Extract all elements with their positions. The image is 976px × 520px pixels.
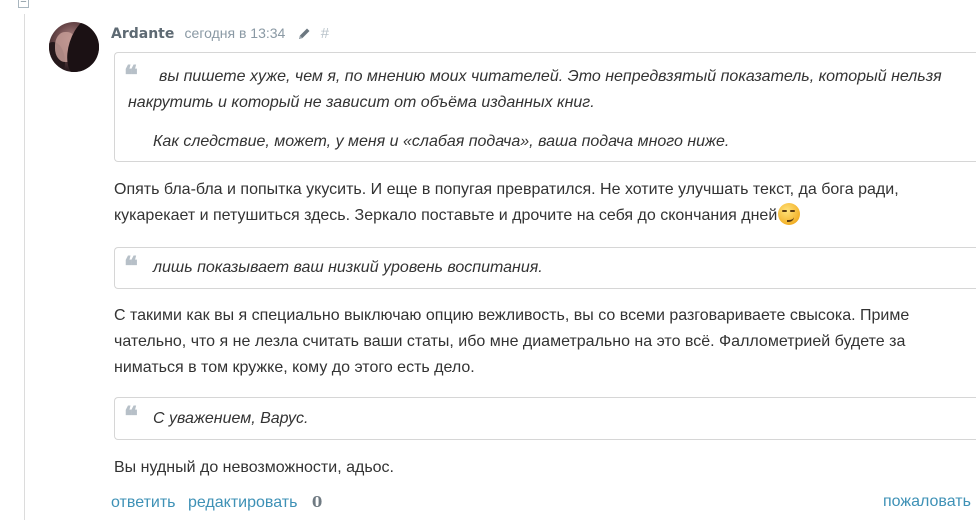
paragraph-line: чательно, что я не лезла считать ваши статы, ибо мне диаметрально на это всё. Фаллометрией будете за bbox=[114, 333, 906, 350]
blockquote bbox=[114, 247, 976, 289]
paragraph-line-with-emoji bbox=[114, 203, 899, 229]
permalink-hash-link[interactable]: # bbox=[320, 25, 330, 42]
author-name[interactable]: Ardante bbox=[111, 26, 175, 42]
quote-line: вы пишете хуже, чем я, по мнению моих читателей. Это непредвзятый показатель, который нельзя bbox=[159, 68, 942, 85]
comment-paragraph bbox=[114, 177, 899, 229]
comment-actions bbox=[111, 490, 322, 515]
paragraph-line: кукарекает и петушиться здесь. Зеркало поставьте и дрочите на себя до скончания дней bbox=[114, 207, 778, 224]
blockquote bbox=[114, 397, 976, 440]
smirking-face-emoji-icon bbox=[778, 203, 800, 225]
comment-timestamp[interactable]: сегодня в 13:34 bbox=[184, 25, 286, 41]
quote-icon: ❝ bbox=[124, 61, 138, 91]
report-link[interactable]: пожаловать bbox=[883, 493, 971, 510]
comment-header bbox=[111, 24, 329, 45]
paragraph-line: С такими как вы я специально выключаю опцию вежливость, вы со всеми разговариваете свысока. Приме bbox=[114, 307, 910, 324]
quote-text: лишь показывает ваш низкий уровень воспитания. bbox=[153, 259, 543, 276]
quote-line: Как следствие, может, у меня и «слабая подача», ваша подача много ниже. bbox=[153, 133, 730, 150]
blockquote bbox=[114, 52, 976, 162]
quote-icon: ❝ bbox=[124, 402, 138, 432]
edit-link[interactable]: редактировать bbox=[187, 494, 298, 511]
reply-link[interactable]: ответить bbox=[111, 494, 176, 511]
vote-count[interactable]: 0 bbox=[311, 493, 323, 511]
paragraph-line: Опять бла-бла и попытка укусить. И еще в попугая превратился. Не хотите улучшать текст, да бога ради, bbox=[114, 181, 899, 198]
quote-line: накрутить и который не зависит от объёма изданных книг. bbox=[128, 94, 595, 111]
paragraph-line: ниматься в том кружке, кому до этого есть дело. bbox=[114, 359, 475, 376]
pencil-icon[interactable] bbox=[298, 27, 311, 45]
collapse-toggle-button[interactable]: − bbox=[18, 0, 29, 8]
comment-paragraph bbox=[114, 303, 909, 381]
paragraph-line: Вы нудный до невозможности, адьос. bbox=[114, 459, 394, 476]
quote-icon: ❝ bbox=[124, 252, 138, 282]
comment-paragraph bbox=[114, 455, 394, 481]
thread-line bbox=[24, 14, 25, 520]
quote-text: С уважением, Варус. bbox=[153, 410, 309, 427]
avatar[interactable] bbox=[49, 22, 99, 72]
